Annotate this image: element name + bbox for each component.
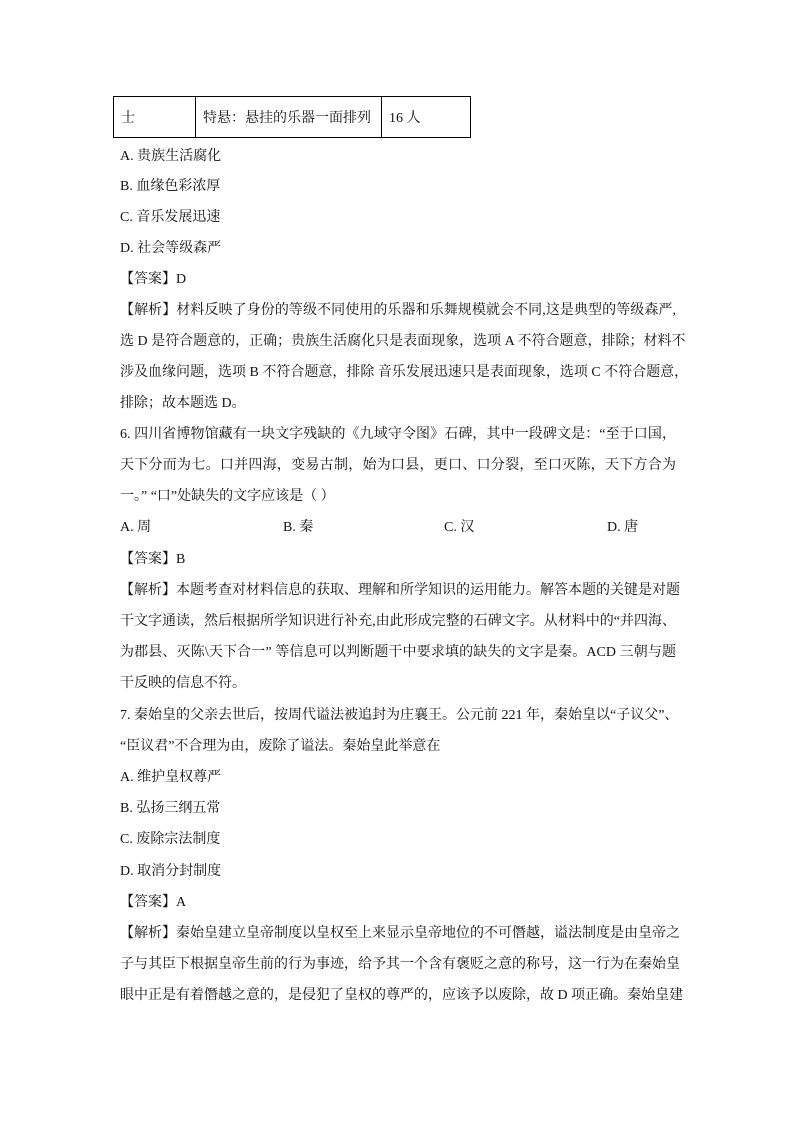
table-cell-arrangement: 特悬：悬挂的乐器一面排列 — [196, 97, 382, 138]
q6-stem-line: 一。” “口”处缺失的文字应该是（ ） — [120, 489, 335, 504]
q7-analysis-line: 【解析】秦始皇建立皇帝制度以皇权至上来显示皇帝地位的不可僭越，谥法制度是由皇帝之 — [120, 926, 680, 941]
q6-option-c: C. 汉 — [444, 520, 475, 535]
q7-option-c: C. 废除宗法制度 — [120, 832, 221, 847]
table-cell-rank: 士 — [114, 97, 196, 138]
q6-option-b: B. 秦 — [283, 520, 314, 535]
table-row — [114, 97, 471, 138]
table-cell-count: 16 人 — [382, 97, 471, 138]
q7-option-b: B. 弘扬三纲五常 — [120, 801, 221, 816]
q6-answer: 【答案】B — [120, 552, 186, 567]
q7-analysis-line: 眼中正是有着僭越之意的，是侵犯了皇权的尊严的，应该予以废除，故 D 项正确。秦始皇建 — [120, 988, 684, 1003]
q7-stem-line: 7. 秦始皇的父亲去世后，按周代谥法被追封为庄襄王。公元前 221 年，秦始皇以“子议父”、 — [120, 708, 679, 723]
q5-analysis-line: 【解析】材料反映了身份的等级不同使用的乐器和乐舞规模就会不同,这是典型的等级森严, — [120, 303, 676, 318]
q5-analysis-line: 排除；故本题选 D。 — [120, 396, 246, 411]
q5-analysis-line: 涉及血缘问题，选项 B 不符合题意，排除 音乐发展迅速只是表面现象，选项 C 不符合题意， — [120, 365, 689, 380]
q6-analysis-line: 干反映的信息不符。 — [120, 676, 246, 691]
q5-answer: 【答案】D — [120, 272, 187, 287]
q7-answer: 【答案】A — [120, 895, 187, 910]
q7-analysis-line: 子与其臣下根据皇帝生前的行为事迹，给予其一个含有褒贬之意的称号，这一行为在秦始皇 — [120, 957, 680, 972]
q6-option-d: D. 唐 — [607, 520, 639, 535]
q7-option-a: A. 维护皇权尊严 — [120, 770, 222, 785]
q6-analysis-line: 为郡县、灭陈\天下合一” 等信息可以判断题干中要求填的缺失的文字是秦。ACD 三朝与题 — [120, 645, 676, 660]
q6-analysis-line: 干文字通读，然后根据所学知识进行补充,由此形成完整的石碑文字。从材料中的“并四海、 — [120, 614, 676, 629]
q5-analysis-line: 选 D 是符合题意的，正确；贵族生活腐化只是表面现象，选项 A 不符合题意，排除；材料不 — [120, 334, 686, 349]
q5-option-d: D. 社会等级森严 — [120, 241, 222, 256]
q5-option-a: A. 贵族生活腐化 — [120, 149, 222, 164]
q6-option-a: A. 周 — [120, 520, 152, 535]
q6-stem-line: 6. 四川省博物馆藏有一块文字残缺的《九域守令图》石碑，其中一段碑文是：“至于口国， — [120, 427, 676, 442]
q5-option-b: B. 血缘色彩浓厚 — [120, 179, 221, 194]
q6-analysis-line: 【解析】本题考查对材料信息的获取、理解和所学知识的运用能力。解答本题的关键是对题 — [120, 583, 680, 598]
rank-table — [113, 96, 471, 138]
q7-option-d: D. 取消分封制度 — [120, 864, 222, 879]
q7-stem-line: “臣议君”不合理为由，废除了谥法。秦始皇此举意在 — [120, 739, 441, 754]
q5-option-c: C. 音乐发展迅速 — [120, 210, 221, 225]
q6-stem-line: 天下分而为七。口并四海，变易古制，始为口县，更口、口分裂，至口灭陈，天下方合为 — [120, 458, 676, 473]
